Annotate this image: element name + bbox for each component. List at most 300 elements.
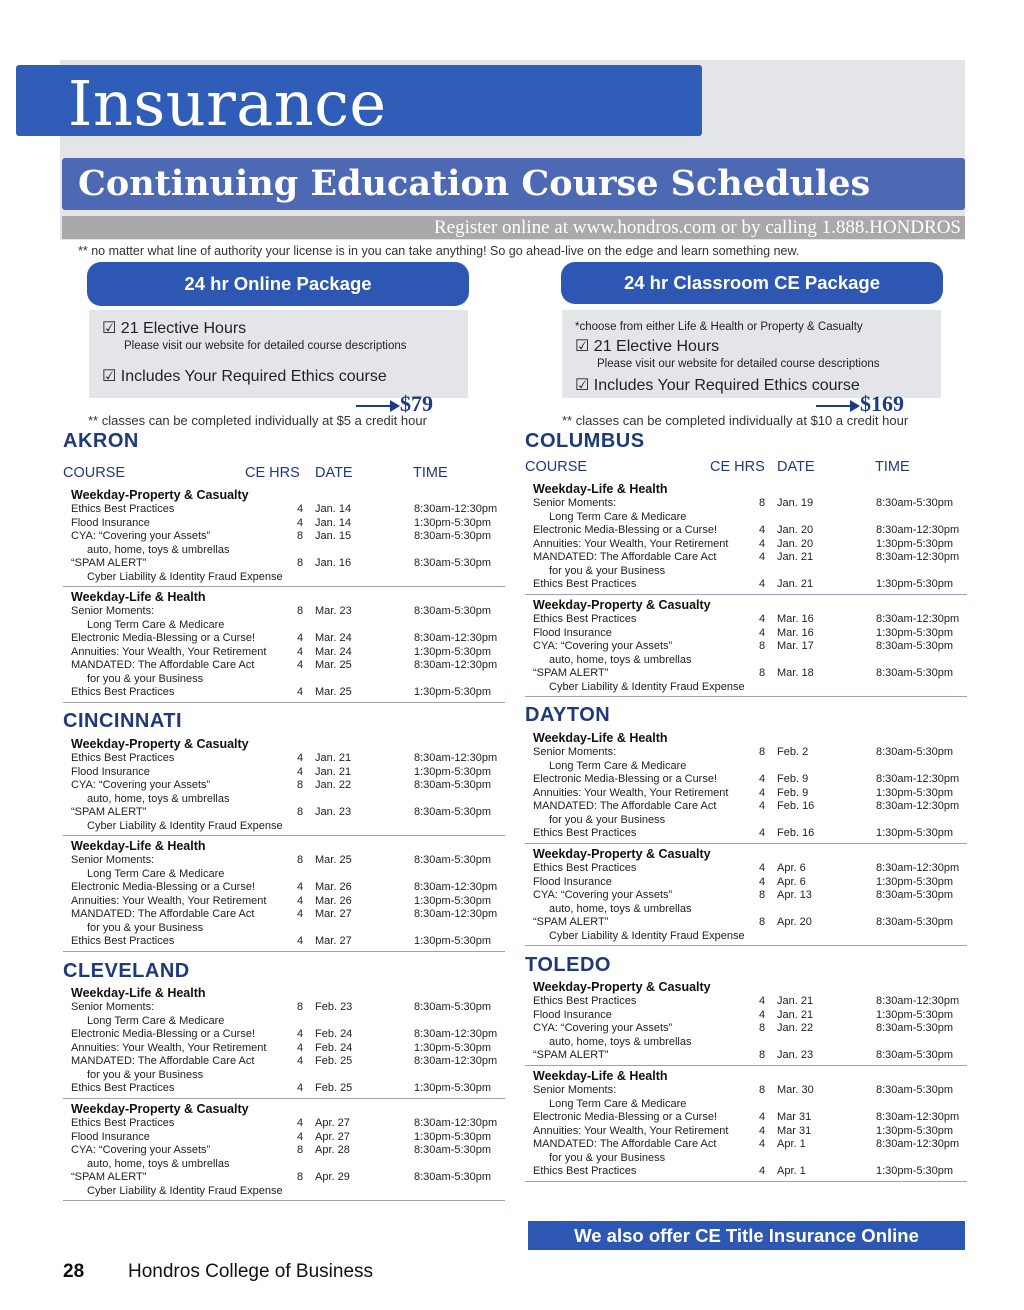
course-time: 8:30am-12:30pm (414, 1055, 498, 1067)
course-date: Feb. 25 (315, 1082, 353, 1094)
course-name: Long Term Care & Medicare (549, 1097, 687, 1110)
course-time: 1:30pm-5:30pm (414, 516, 492, 529)
course-name: MANDATED: The Affordable Care Act (71, 659, 255, 671)
table-row (525, 1009, 967, 1023)
title-banner (16, 65, 702, 140)
section-title: Weekday-Life & Health (533, 1069, 668, 1083)
course-name: for you & your Business (87, 921, 204, 934)
course-date: Apr. 6 (777, 875, 806, 888)
table-row (525, 551, 967, 565)
course-name: Flood Insurance (71, 765, 150, 778)
col-course: COURSE (525, 459, 588, 475)
course-time: 1:30pm-5:30pm (876, 875, 954, 888)
table-row (525, 773, 967, 787)
course-date: Mar. 24 (315, 632, 352, 644)
course-name: Senior Moments: (71, 1001, 155, 1013)
table-row (63, 895, 505, 909)
course-time: 8:30am-5:30pm (876, 1049, 954, 1061)
course-date: Mar. 17 (777, 640, 814, 652)
ce-hours: 4 (759, 875, 766, 888)
table-row (63, 1158, 505, 1172)
table-row (525, 1049, 967, 1063)
table-row (63, 908, 505, 922)
table-row (63, 571, 505, 585)
table-row (63, 503, 505, 517)
col-time: TIME (875, 459, 910, 475)
online-visit-note: Please visit our website for detailed course descriptions (124, 340, 407, 352)
course-time: 8:30am-5:30pm (414, 806, 492, 818)
course-name: “SPAM ALERT” (71, 557, 147, 569)
table-row (63, 673, 505, 687)
table-row (525, 613, 967, 627)
course-name: auto, home, toys & umbrellas (549, 1035, 692, 1048)
course-name: for you & your Business (549, 564, 666, 577)
col-ce-hrs: CE HRS (245, 465, 300, 481)
course-date: Jan. 14 (315, 503, 352, 515)
table-row (63, 530, 505, 544)
classroom-choose-note: *choose from either Life & Health or Property & Casualty (575, 321, 863, 333)
section-title: Weekday-Property & Casualty (533, 980, 711, 994)
course-date: Jan. 20 (777, 524, 814, 536)
course-date: Mar. 16 (777, 626, 814, 639)
course-name: CYA: “Covering your Assets” (533, 640, 673, 652)
ce-hours: 4 (297, 752, 304, 764)
course-time: 1:30pm-5:30pm (876, 578, 954, 590)
ce-hours: 4 (297, 1055, 304, 1067)
course-name: “SPAM ALERT” (71, 806, 147, 818)
table-row (525, 578, 967, 592)
table-row (525, 1098, 967, 1112)
page-number: 28 (63, 1261, 85, 1282)
ce-hours: 4 (297, 1117, 304, 1129)
ce-hours: 4 (759, 995, 766, 1007)
course-name: auto, home, toys & umbrellas (87, 792, 230, 805)
course-date: Jan. 14 (315, 516, 352, 529)
course-date: Jan. 19 (777, 497, 814, 509)
table-row (525, 1125, 967, 1139)
ce-hours: 4 (297, 881, 304, 893)
course-date: Feb. 16 (777, 800, 815, 812)
course-date: Mar. 26 (315, 894, 352, 907)
city-toledo: TOLEDO (525, 954, 611, 976)
section-title: Weekday-Life & Health (71, 839, 206, 853)
course-date: Jan. 23 (777, 1049, 814, 1061)
register-banner (62, 216, 965, 239)
table-row (525, 760, 967, 774)
ce-hours: 8 (297, 557, 304, 569)
course-name: Ethics Best Practices (533, 827, 637, 839)
course-time: 8:30am-5:30pm (414, 530, 492, 542)
ce-hours: 4 (759, 613, 766, 625)
table-row (63, 881, 505, 895)
arrow-right-icon (816, 405, 858, 407)
course-time: 8:30am-5:30pm (876, 667, 954, 679)
course-name: Electronic Media-Blessing or a Curse! (71, 881, 256, 893)
ce-hours: 4 (297, 765, 304, 778)
course-name: Cyber Liability & Identity Fraud Expense (549, 929, 745, 942)
ce-hours: 4 (759, 626, 766, 639)
course-name: MANDATED: The Affordable Care Act (533, 551, 717, 563)
course-name: Annuities: Your Wealth, Your Retirement (533, 786, 729, 799)
course-time: 1:30pm-5:30pm (876, 827, 954, 839)
ce-hours: 4 (759, 786, 766, 799)
table-row (63, 646, 505, 660)
course-name: MANDATED: The Affordable Care Act (71, 1055, 255, 1067)
course-time: 8:30am-12:30pm (876, 800, 960, 812)
course-time: 8:30am-12:30pm (414, 908, 498, 920)
course-time: 1:30pm-5:30pm (876, 537, 954, 550)
course-time: 1:30pm-5:30pm (876, 626, 954, 639)
arrow-right-icon (356, 405, 398, 407)
table-row (525, 876, 967, 890)
ce-hours: 4 (297, 659, 304, 671)
ce-hours: 4 (297, 503, 304, 515)
course-date: Jan. 20 (777, 537, 814, 550)
college-name: Hondros College of Business (128, 1261, 374, 1282)
course-date: Mar. 18 (777, 667, 814, 679)
section-title: Weekday-Property & Casualty (71, 737, 249, 751)
course-date: Jan. 21 (777, 578, 814, 590)
table-row (525, 640, 967, 654)
course-date: Feb. 16 (777, 827, 815, 839)
course-date: Apr. 1 (777, 1138, 806, 1150)
course-name: Flood Insurance (533, 875, 612, 888)
schedule-section (63, 487, 505, 587)
ce-hours: 4 (759, 800, 766, 812)
table-row (525, 814, 967, 828)
course-name: Ethics Best Practices (533, 578, 637, 590)
course-time: 8:30am-5:30pm (876, 746, 954, 758)
classroom-package-note: ** classes can be completed individually at $10 a credit hour (562, 413, 909, 428)
city-dayton: DAYTON (525, 704, 611, 726)
ce-hours: 4 (759, 537, 766, 550)
schedule-section (63, 838, 505, 952)
course-date: Apr. 27 (315, 1130, 350, 1143)
table-row (525, 654, 967, 668)
course-name: Flood Insurance (533, 1008, 612, 1021)
course-date: Jan. 23 (315, 806, 352, 818)
course-date: Mar. 27 (315, 908, 352, 920)
ce-hours: 8 (297, 806, 304, 818)
ce-hours: 4 (759, 1138, 766, 1150)
table-row (63, 868, 505, 882)
course-name: CYA: “Covering your Assets” (71, 779, 211, 791)
city-akron: AKRON (63, 430, 139, 452)
ce-hours: 8 (759, 1049, 766, 1061)
course-date: Jan. 15 (315, 530, 352, 542)
table-row (63, 632, 505, 646)
table-row (525, 800, 967, 814)
header-note: ** no matter what line of authority your license is in you can take anything! So go ahead-live on the edge and learn something new. (78, 244, 800, 258)
section-title: Weekday-Life & Health (533, 731, 668, 745)
course-time: 8:30am-5:30pm (876, 1084, 954, 1096)
course-time: 1:30pm-5:30pm (414, 765, 492, 778)
table-row (525, 511, 967, 525)
course-date: Jan. 22 (315, 779, 352, 791)
course-date: Mar. 25 (315, 854, 352, 866)
ce-hours: 4 (297, 1082, 304, 1094)
course-time: 8:30am-12:30pm (876, 613, 960, 625)
course-name: Electronic Media-Blessing or a Curse! (533, 1111, 718, 1123)
table-row (63, 820, 505, 834)
section-title: Weekday-Life & Health (71, 986, 206, 1000)
ce-hours: 4 (297, 686, 304, 698)
ce-hours: 8 (297, 605, 304, 617)
course-time: 8:30am-12:30pm (414, 752, 498, 764)
course-name: Ethics Best Practices (533, 613, 637, 625)
course-name: Electronic Media-Blessing or a Curse! (533, 773, 718, 785)
table-row (525, 889, 967, 903)
table-row (525, 995, 967, 1009)
course-name: Flood Insurance (71, 1130, 150, 1143)
table-row (525, 538, 967, 552)
table-row (63, 605, 505, 619)
course-name: MANDATED: The Affordable Care Act (533, 1138, 717, 1150)
table-row (525, 916, 967, 930)
table-row (63, 1069, 505, 1083)
ce-hours: 4 (297, 1041, 304, 1054)
course-time: 1:30pm-5:30pm (414, 686, 492, 698)
table-row (63, 1082, 505, 1096)
course-time: 8:30am-5:30pm (414, 1001, 492, 1013)
course-date: Mar. 30 (777, 1084, 814, 1096)
course-name: Annuities: Your Wealth, Your Retirement (533, 537, 729, 550)
table-row (63, 806, 505, 820)
table-row (63, 854, 505, 868)
course-date: Feb. 9 (777, 773, 809, 785)
course-time: 8:30am-12:30pm (876, 862, 960, 874)
online-ethics-included: ☑ Includes Your Required Ethics course (102, 368, 387, 385)
course-time: 8:30am-5:30pm (414, 854, 492, 866)
table-row (525, 930, 967, 944)
course-name: Long Term Care & Medicare (87, 618, 225, 631)
section-title: Weekday-Life & Health (533, 482, 668, 496)
table-row (63, 1028, 505, 1042)
classroom-package-title: 24 hr Classroom CE Package (561, 262, 943, 304)
classroom-visit-note: Please visit our website for detailed course descriptions (597, 358, 880, 370)
course-name: Ethics Best Practices (71, 503, 175, 515)
table-row (525, 497, 967, 511)
table-row (63, 752, 505, 766)
section-title: Weekday-Property & Casualty (71, 488, 249, 502)
ce-hours: 4 (759, 1008, 766, 1021)
ce-hours: 8 (297, 779, 304, 791)
table-row (63, 619, 505, 633)
course-time: 1:30pm-5:30pm (876, 786, 954, 799)
course-time: 1:30pm-5:30pm (876, 1124, 954, 1137)
course-name: Ethics Best Practices (71, 1117, 175, 1129)
page-title: Insurance (68, 67, 387, 140)
ce-hours: 4 (297, 908, 304, 920)
col-ce-hrs: CE HRS (710, 459, 765, 475)
course-name: auto, home, toys & umbrellas (87, 1157, 230, 1170)
course-date: Mar. 23 (315, 605, 352, 617)
table-row (63, 1117, 505, 1131)
table-row (63, 1042, 505, 1056)
course-time: 8:30am-12:30pm (414, 503, 498, 515)
course-name: Ethics Best Practices (71, 935, 175, 947)
section-title: Weekday-Property & Casualty (71, 1102, 249, 1116)
course-time: 8:30am-12:30pm (876, 524, 960, 536)
course-date: Mar 31 (777, 1111, 812, 1123)
table-row (63, 1144, 505, 1158)
course-name: CYA: “Covering your Assets” (533, 889, 673, 901)
table-row (525, 681, 967, 695)
table-row (63, 779, 505, 793)
course-name: Cyber Liability & Identity Fraud Expense (87, 570, 283, 583)
course-time: 1:30pm-5:30pm (414, 1082, 492, 1094)
course-time: 8:30am-5:30pm (414, 1144, 492, 1156)
course-date: Jan. 21 (315, 752, 352, 764)
ce-hours: 8 (759, 1084, 766, 1096)
schedule-section (63, 736, 505, 836)
course-name: Senior Moments: (533, 746, 617, 758)
classroom-elective-hours: ☑ 21 Elective Hours (575, 338, 720, 355)
ce-hours: 8 (759, 497, 766, 509)
table-row (63, 935, 505, 949)
ce-hours: 8 (759, 640, 766, 652)
city-cincinnati: CINCINNATI (63, 710, 183, 732)
course-time: 8:30am-12:30pm (414, 632, 498, 644)
course-time: 8:30am-5:30pm (414, 1171, 492, 1183)
table-row (525, 1084, 967, 1098)
ce-hours: 4 (759, 551, 766, 563)
course-name: Cyber Liability & Identity Fraud Expense (87, 1184, 283, 1197)
ce-hours: 8 (297, 1001, 304, 1013)
course-date: Mar. 26 (315, 881, 352, 893)
course-time: 1:30pm-5:30pm (876, 1165, 954, 1177)
title-insurance-banner[interactable]: We also offer CE Title Insurance Online (528, 1221, 965, 1250)
course-name: Long Term Care & Medicare (549, 759, 687, 772)
ce-hours: 4 (759, 1165, 766, 1177)
section-title: Weekday-Life & Health (71, 590, 206, 604)
table-row (63, 1055, 505, 1069)
course-name: Senior Moments: (533, 497, 617, 509)
ce-hours: 4 (297, 645, 304, 658)
course-time: 8:30am-12:30pm (876, 773, 960, 785)
course-date: Jan. 22 (777, 1022, 814, 1034)
course-date: Jan. 21 (777, 1008, 814, 1021)
course-name: auto, home, toys & umbrellas (549, 653, 692, 666)
course-date: Apr. 27 (315, 1117, 350, 1129)
ce-hours: 8 (297, 854, 304, 866)
table-row (63, 686, 505, 700)
table-row (525, 1138, 967, 1152)
table-row (63, 659, 505, 673)
course-name: “SPAM ALERT” (71, 1171, 147, 1183)
table-row (525, 565, 967, 579)
schedule-section (525, 979, 967, 1066)
col-date: DATE (777, 459, 815, 475)
course-name: Cyber Liability & Identity Fraud Expense (549, 680, 745, 693)
course-date: Feb. 9 (777, 786, 809, 799)
course-name: Annuities: Your Wealth, Your Retirement (71, 1041, 267, 1054)
register-text: Register online at www.hondros.com or by calling 1.888.HONDROS (433, 217, 961, 238)
ce-hours: 4 (759, 827, 766, 839)
ce-hours: 4 (297, 935, 304, 947)
course-date: Jan. 21 (777, 995, 814, 1007)
table-row (525, 827, 967, 841)
course-name: CYA: “Covering your Assets” (71, 530, 211, 542)
course-time: 8:30am-5:30pm (414, 605, 492, 617)
course-name: for you & your Business (87, 1068, 204, 1081)
table-row (525, 787, 967, 801)
ce-hours: 8 (759, 889, 766, 901)
schedule-section (525, 481, 967, 595)
ce-hours: 8 (759, 746, 766, 758)
course-name: Electronic Media-Blessing or a Curse! (71, 1028, 256, 1040)
page-subtitle: Continuing Education Course Schedules (78, 163, 871, 204)
course-name: auto, home, toys & umbrellas (87, 543, 230, 556)
course-name: Annuities: Your Wealth, Your Retirement (71, 894, 267, 907)
course-date: Apr. 28 (315, 1144, 350, 1156)
course-name: “SPAM ALERT” (533, 667, 609, 679)
col-date: DATE (315, 465, 353, 481)
course-name: Senior Moments: (533, 1084, 617, 1096)
city-columbus: COLUMBUS (525, 430, 645, 452)
course-time: 1:30pm-5:30pm (414, 1041, 492, 1054)
course-date: Feb. 25 (315, 1055, 353, 1067)
course-date: Feb. 23 (315, 1001, 353, 1013)
course-name: MANDATED: The Affordable Care Act (71, 908, 255, 920)
ce-hours: 4 (297, 1028, 304, 1040)
course-date: Apr. 1 (777, 1165, 806, 1177)
ce-hours: 4 (759, 1124, 766, 1137)
course-name: Senior Moments: (71, 605, 155, 617)
ce-hours: 8 (297, 1144, 304, 1156)
schedule-section (525, 1068, 967, 1182)
section-title: Weekday-Property & Casualty (533, 598, 711, 612)
course-name: Ethics Best Practices (533, 862, 637, 874)
course-time: 8:30am-12:30pm (414, 659, 498, 671)
course-time: 8:30am-5:30pm (414, 557, 492, 569)
ce-hours: 4 (759, 1111, 766, 1123)
course-name: CYA: “Covering your Assets” (71, 1144, 211, 1156)
course-name: Flood Insurance (71, 516, 150, 529)
schedule-section (63, 985, 505, 1099)
course-name: “SPAM ALERT” (533, 916, 609, 928)
table-row (63, 1185, 505, 1199)
table-row (525, 746, 967, 760)
ce-hours: 4 (297, 632, 304, 644)
course-time: 8:30am-12:30pm (414, 1117, 498, 1129)
ce-hours: 4 (759, 524, 766, 536)
table-row (525, 524, 967, 538)
course-date: Mar. 16 (777, 613, 814, 625)
ce-hours: 8 (759, 667, 766, 679)
ce-hours: 8 (759, 916, 766, 928)
course-name: CYA: “Covering your Assets” (533, 1022, 673, 1034)
course-date: Feb. 24 (315, 1028, 353, 1040)
course-date: Mar. 24 (315, 645, 352, 658)
course-date: Mar. 25 (315, 686, 352, 698)
ce-hours: 4 (759, 578, 766, 590)
course-time: 8:30am-12:30pm (414, 1028, 498, 1040)
course-time: 1:30pm-5:30pm (414, 645, 492, 658)
online-elective-hours: ☑ 21 Elective Hours (102, 320, 247, 337)
course-name: for you & your Business (549, 813, 666, 826)
course-time: 8:30am-5:30pm (876, 916, 954, 928)
online-package-title: 24 hr Online Package (87, 262, 469, 306)
ce-hours: 4 (297, 894, 304, 907)
course-name: Ethics Best Practices (71, 752, 175, 764)
course-name: Long Term Care & Medicare (87, 867, 225, 880)
table-row (63, 766, 505, 780)
col-course: COURSE (63, 465, 126, 481)
ce-hours: 4 (297, 1130, 304, 1143)
online-price-value: $79 (400, 391, 433, 416)
course-date: Apr. 20 (777, 916, 812, 928)
